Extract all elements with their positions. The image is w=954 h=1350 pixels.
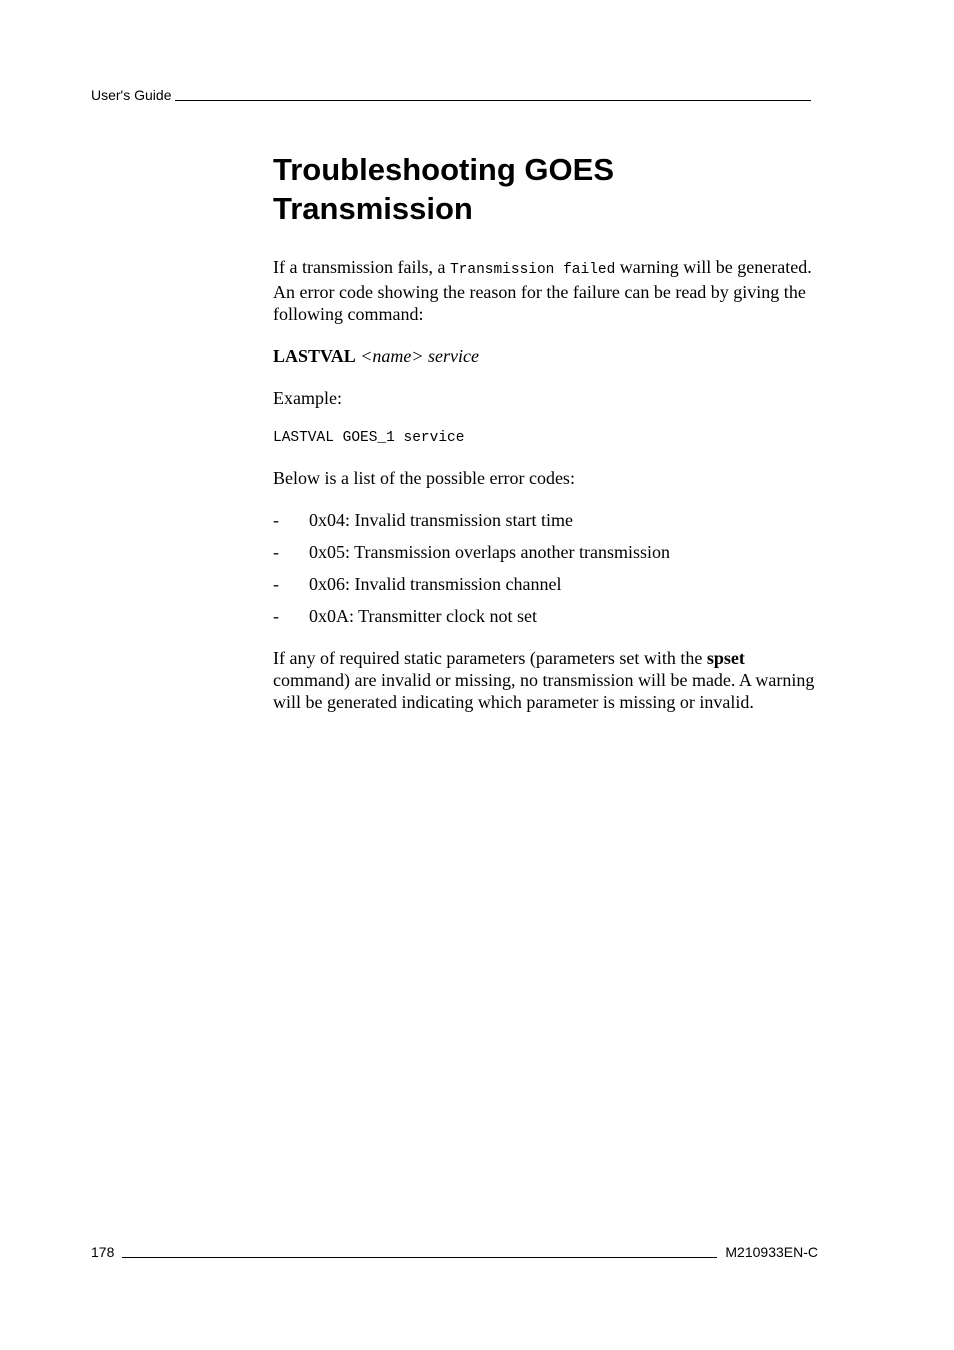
error-code-text: 0x05: Transmission overlaps another transmission (309, 542, 670, 562)
spset-keyword: spset (706, 648, 745, 668)
list-dash: - (273, 542, 279, 562)
list-item (273, 541, 818, 563)
command-arg: service (428, 346, 479, 366)
list-dash: - (273, 574, 279, 594)
list-dash: - (273, 510, 279, 530)
error-code-list (273, 509, 818, 627)
error-code-text: 0x06: Invalid transmission channel (309, 574, 562, 594)
list-dash: - (273, 606, 279, 626)
closing-text-after: command) are invalid or missing, no transmission will be made. A warning will be generated indicating which parameter is missing or invalid. (273, 670, 815, 712)
warning-code: Transmission failed (449, 262, 616, 278)
page-content (273, 150, 818, 733)
page-number: 178 (91, 1244, 115, 1260)
example-code: LASTVAL GOES_1 service (273, 430, 465, 446)
list-item (273, 605, 818, 627)
list-intro: Below is a list of the possible error codes: (273, 468, 575, 488)
footer-rule (122, 1257, 717, 1258)
header-rule (175, 100, 811, 101)
intro-text-before: If a transmission fails, a (273, 257, 450, 277)
command-param: <name> (360, 346, 424, 366)
running-footer (91, 1244, 818, 1261)
list-item (273, 573, 818, 595)
running-header (91, 87, 811, 104)
list-item (273, 509, 818, 531)
intro-paragraph (273, 256, 818, 325)
intro-text-after: warning will be generated. An error code showing the reason for the failure can be read by giving the following command: (273, 257, 812, 324)
example-label: Example: (273, 388, 342, 408)
error-code-text: 0x04: Invalid transmission start time (309, 510, 573, 530)
closing-paragraph (273, 647, 818, 713)
document-code: M210933EN-C (725, 1244, 818, 1260)
error-code-text: 0x0A: Transmitter clock not set (309, 606, 537, 626)
header-title: User's Guide (91, 87, 172, 103)
command-keyword: LASTVAL (273, 346, 356, 366)
command-syntax (273, 345, 818, 367)
section-heading: Troubleshooting GOES Transmission (273, 152, 614, 226)
closing-text-before: If any of required static parameters (parameters set with the (273, 648, 707, 668)
